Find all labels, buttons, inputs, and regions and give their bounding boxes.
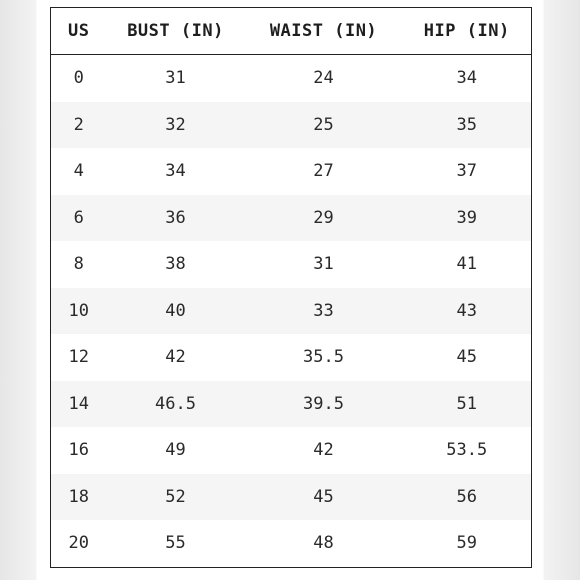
waist-cell: 33 xyxy=(313,300,334,321)
hip-cell: 37 xyxy=(456,161,477,182)
table-row xyxy=(51,288,532,335)
waist-cell: 29 xyxy=(313,207,334,228)
table-row xyxy=(51,241,532,288)
hip-cell: 53.5 xyxy=(446,440,488,461)
waist-cell: 42 xyxy=(313,440,334,461)
bust-cell: 38 xyxy=(165,254,186,275)
table-header xyxy=(51,8,532,55)
waist-cell: 48 xyxy=(313,533,334,554)
us-size-cell: 16 xyxy=(68,440,89,461)
table-row xyxy=(51,381,532,428)
hip-cell: 39 xyxy=(456,207,477,228)
table-row xyxy=(51,334,532,381)
us-size-cell: 14 xyxy=(68,393,89,414)
bust-cell: 34 xyxy=(165,161,186,182)
header-bust: BUST (IN) xyxy=(127,21,224,41)
table-row xyxy=(51,195,532,242)
hip-cell: 51 xyxy=(456,393,477,414)
us-size-cell: 20 xyxy=(68,533,89,554)
table-body xyxy=(51,55,532,568)
bust-cell: 36 xyxy=(165,207,186,228)
us-size-cell: 2 xyxy=(73,114,84,135)
waist-cell: 25 xyxy=(313,114,334,135)
hip-cell: 35 xyxy=(456,114,477,135)
hip-cell: 59 xyxy=(456,533,477,554)
header-hip: HIP (IN) xyxy=(423,21,510,41)
hip-cell: 56 xyxy=(456,486,477,507)
waist-cell: 45 xyxy=(313,486,334,507)
table-row xyxy=(51,55,532,102)
us-size-cell: 4 xyxy=(73,161,84,182)
table-row xyxy=(51,520,532,567)
us-size-cell: 10 xyxy=(68,300,89,321)
hip-cell: 41 xyxy=(456,254,477,275)
table-row xyxy=(51,427,532,474)
bust-cell: 52 xyxy=(165,486,186,507)
waist-cell: 39.5 xyxy=(303,393,344,414)
hip-cell: 45 xyxy=(456,347,477,368)
bust-cell: 46.5 xyxy=(155,393,196,414)
bust-cell: 32 xyxy=(165,114,186,135)
header-waist: WAIST (IN) xyxy=(269,21,378,41)
us-size-cell: 8 xyxy=(73,254,84,275)
bust-cell: 31 xyxy=(165,68,186,89)
us-size-cell: 0 xyxy=(73,68,84,89)
waist-cell: 27 xyxy=(313,161,334,182)
waist-cell: 35.5 xyxy=(303,347,344,368)
table-row xyxy=(51,474,532,521)
hip-cell: 43 xyxy=(456,300,477,321)
bust-cell: 49 xyxy=(165,440,186,461)
bust-cell: 42 xyxy=(165,347,186,368)
waist-cell: 31 xyxy=(313,254,334,275)
header-row xyxy=(51,8,532,55)
us-size-cell: 6 xyxy=(73,207,84,228)
waist-cell: 24 xyxy=(313,68,334,89)
us-size-cell: 12 xyxy=(68,347,89,368)
header-us: US xyxy=(68,21,90,41)
hip-cell: 34 xyxy=(456,68,477,89)
table-row xyxy=(51,148,532,195)
bust-cell: 55 xyxy=(165,533,186,554)
table-row xyxy=(51,102,532,149)
bust-cell: 40 xyxy=(165,300,186,321)
size-chart-table xyxy=(50,7,532,568)
us-size-cell: 18 xyxy=(68,486,89,507)
